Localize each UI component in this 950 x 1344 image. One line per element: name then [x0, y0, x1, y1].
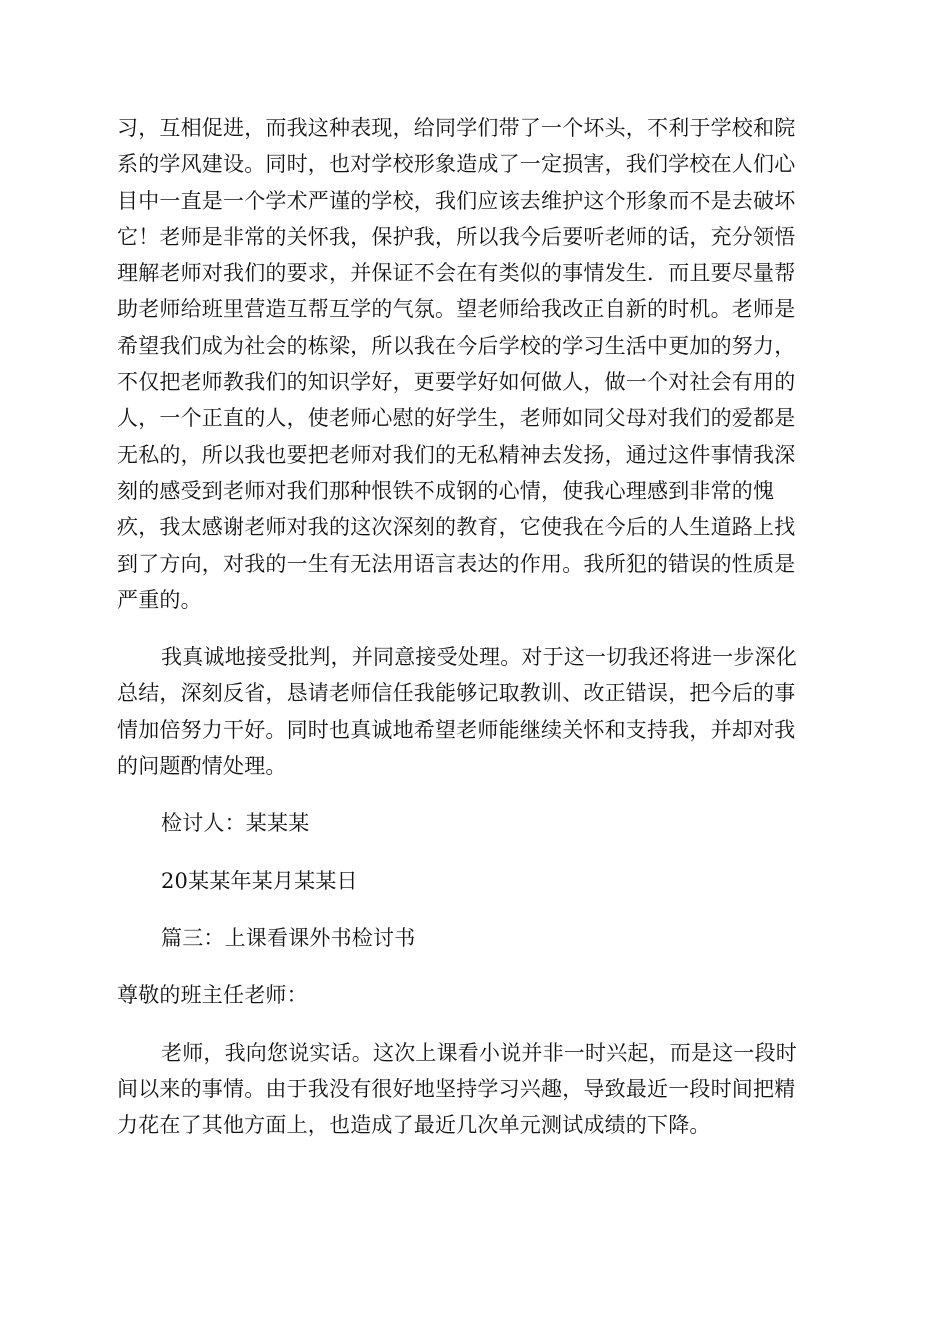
- text-line: 不仅把老师教我们的知识学好，更要学好如何做人，做一个对社会有用的: [117, 370, 796, 395]
- text-line: 系的学风建设。同时，也对学校形象造成了一定损害，我们学校在人们心: [117, 152, 796, 177]
- paragraph-2: [117, 639, 833, 784]
- document-page: [117, 110, 833, 1143]
- text-line: 我真诚地接受批判，并同意接受处理。对于这一切我还将进一步深化: [161, 645, 797, 670]
- text-line: 助老师给班里营造互帮互学的气氛。望老师给我改正自新的时机。老师是: [117, 297, 796, 322]
- text-line: 疚，我太感谢老师对我的这次深刻的教育，它使我在今后的人生道路上找: [117, 515, 796, 540]
- paragraph-1: [117, 110, 833, 618]
- text-line: 力花在了其他方面上，也造成了最近几次单元测试成绩的下降。: [117, 1113, 711, 1138]
- paragraph-3: [117, 1035, 833, 1144]
- text-line: 到了方向，对我的一生有无法用语言表达的作用。我所犯的错误的性质是: [117, 551, 796, 576]
- text-line: 的问题酌情处理。: [117, 754, 287, 779]
- text-line: 老师，我向您说实话。这次上课看小说并非一时兴起，而是这一段时: [161, 1040, 797, 1065]
- text-line: 目中一直是一个学术严谨的学校，我们应该去维护这个形象而不是去破坏: [117, 188, 796, 213]
- date: 20某某年某月某某日: [161, 868, 358, 893]
- text-line: 总结，深刻反省，恳请老师信任我能够记取教训、改正错误，把今后的事: [117, 681, 796, 706]
- section-title: 篇三：上课看课外书检讨书: [161, 925, 416, 950]
- text-line: 理解老师对我们的要求，并保证不会在有类似的事情发生．而且要尽量帮: [117, 261, 796, 286]
- text-line: 间以来的事情。由于我没有很好地坚持学习兴趣，导致最近一段时间把精: [117, 1076, 796, 1101]
- text-line: 情加倍努力干好。同时也真诚地希望老师能继续关怀和支持我，并却对我: [117, 717, 796, 742]
- text-line: 人，一个正直的人，使老师心慰的好学生，老师如同父母对我们的爱都是: [117, 406, 796, 431]
- signature: 检讨人：某某某: [161, 811, 310, 836]
- text-line: 严重的。: [117, 587, 202, 612]
- text-line: 它！老师是非常的关怀我，保护我，所以我今后要听老师的话，充分领悟: [117, 224, 796, 249]
- salutation: 尊敬的班主任老师：: [117, 983, 308, 1008]
- text-line: 刻的感受到老师对我们那种恨铁不成钢的心情，使我心理感到非常的愧: [117, 478, 775, 503]
- text-line: 习，互相促进，而我这种表现，给同学们带了一个坏头，不利于学校和院: [117, 116, 796, 140]
- text-line: 希望我们成为社会的栋梁，所以我在今后学校的学习生活中更加的努力，: [117, 333, 796, 358]
- text-line: 无私的，所以我也要把老师对我们的无私精神去发扬，通过这件事情我深: [117, 442, 796, 467]
